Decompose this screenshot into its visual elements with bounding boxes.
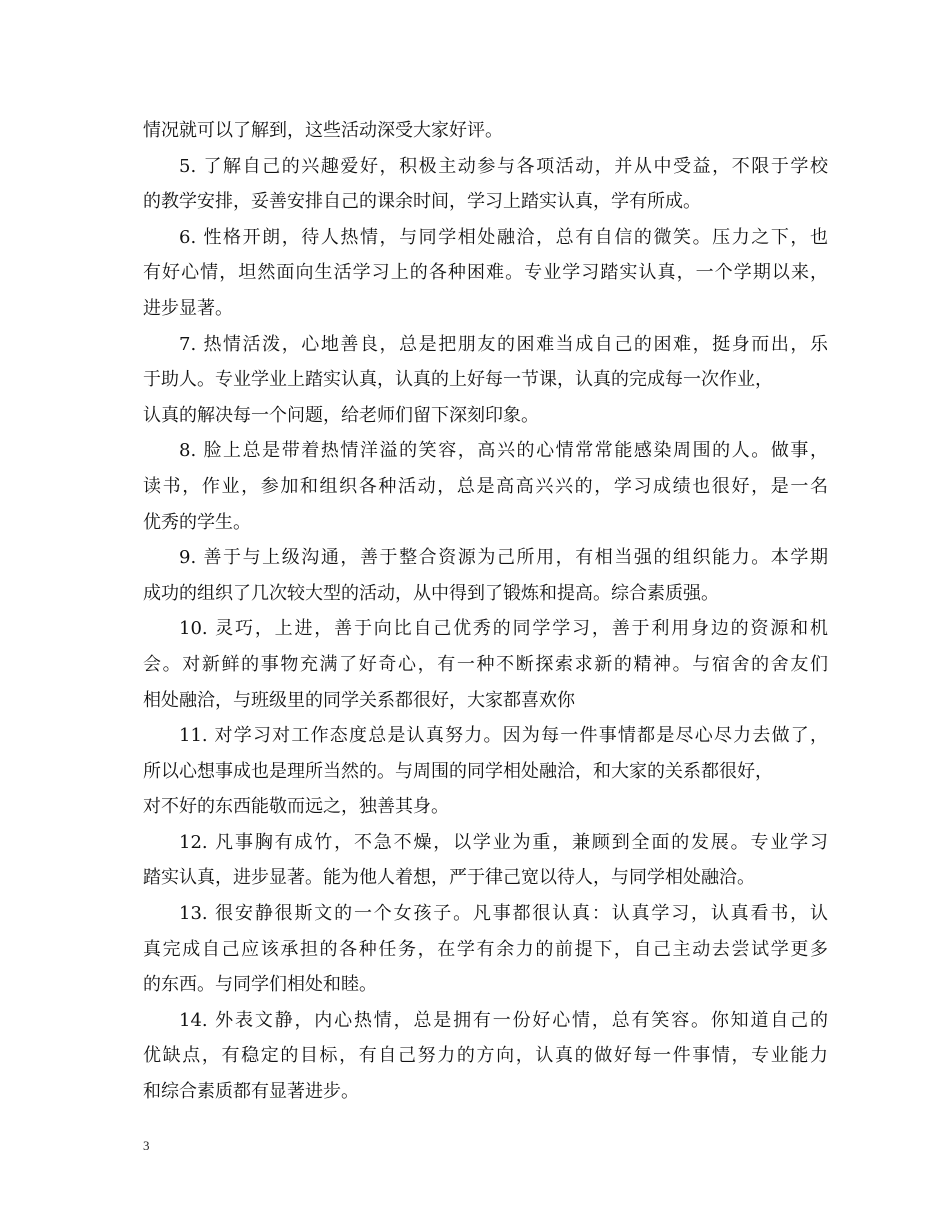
paragraph-line: 真完成自己应该承担的各种任务，在学有余力的前提下，自己主动去尝试学更多 [143, 938, 828, 960]
paragraph-line: 会。对新鲜的事物充满了好奇心，有一种不断探索求新的精神。与宿舍的舍友们 [143, 653, 828, 675]
paragraph-line: 优缺点，有稳定的目标，有自己努力的方向，认真的做好每一件事情，专业能力 [143, 1045, 828, 1067]
paragraph-first-line: 14. 外表文静，内心热情，总是拥有一份好心情，总有笑容。你知道自己的 [179, 1009, 828, 1031]
paragraph-line: 优秀的学生。 [143, 511, 251, 533]
paragraph-first-line: 6. 性格开朗，待人热情，与同学相处融洽，总有自信的微笑。压力之下，也 [179, 226, 828, 248]
paragraph-line: 于助人。专业学业上踏实认真，认真的上好每一节课，认真的完成每一次作业， [143, 369, 773, 391]
paragraph-first-line: 8. 脸上总是带着热情洋溢的笑容，高兴的心情常常能感染周围的人。做事， [179, 440, 828, 462]
paragraph-first-line: 11. 对学习对工作态度总是认真努力。因为每一件事情都是尽心尽力去做了， [179, 725, 828, 747]
paragraph-line: 踏实认真，进步显著。能为他人着想，严于律己宽以待人，与同学相处融洽。 [143, 867, 755, 889]
paragraph-first-line: 9. 善于与上级沟通，善于整合资源为己所用，有相当强的组织能力。本学期 [179, 547, 828, 569]
paragraph-line: 所以心想事成也是理所当然的。与周围的同学相处融洽，和大家的关系都很好， [143, 760, 773, 782]
page-number: 3 [143, 1138, 150, 1153]
paragraph-first-line: 12. 凡事胸有成竹，不急不燥，以学业为重，兼顾到全面的发展。专业学习 [179, 831, 828, 853]
paragraph-first-line: 13. 很安静很斯文的一个女孩子。凡事都很认真：认真学习，认真看书，认 [179, 903, 828, 925]
paragraph-first-line: 5. 了解自己的兴趣爱好，积极主动参与各项活动，并从中受益，不限于学校 [179, 155, 828, 177]
paragraph-line: 进步显著。 [143, 297, 233, 319]
paragraph-line: 有好心情，坦然面向生活学习上的各种困难。专业学习踏实认真，一个学期以来， [143, 262, 828, 284]
paragraph-line: 认真的解决每一个问题，给老师们留下深刻印象。 [143, 404, 539, 426]
document-body [143, 113, 828, 1110]
paragraph-first-line: 7. 热情活泼，心地善良，总是把朋友的困难当成自己的困难，挺身而出，乐 [179, 333, 828, 355]
paragraph-line: 情况就可以了解到，这些活动深受大家好评。 [143, 120, 503, 141]
paragraph-line: 对不好的东西能敬而远之，独善其身。 [143, 796, 449, 818]
paragraph-line: 的东西。与同学们相处和睦。 [143, 974, 377, 996]
paragraph-line: 和综合素质都有显著进步。 [143, 1081, 359, 1103]
paragraph-line: 的教学安排，妥善安排自己的课余时间，学习上踏实认真，学有所成。 [143, 191, 701, 213]
paragraph-line: 读书，作业，参加和组织各种活动，总是高高兴兴的，学习成绩也很好，是一名 [143, 475, 828, 497]
paragraph-line: 成功的组织了几次较大型的活动，从中得到了锻炼和提高。综合素质强。 [143, 582, 719, 604]
paragraph-line: 相处融洽，与班级里的同学关系都很好，大家都喜欢你 [143, 689, 575, 711]
paragraph-first-line: 10. 灵巧，上进，善于向比自己优秀的同学学习，善于利用身边的资源和机 [179, 618, 828, 640]
